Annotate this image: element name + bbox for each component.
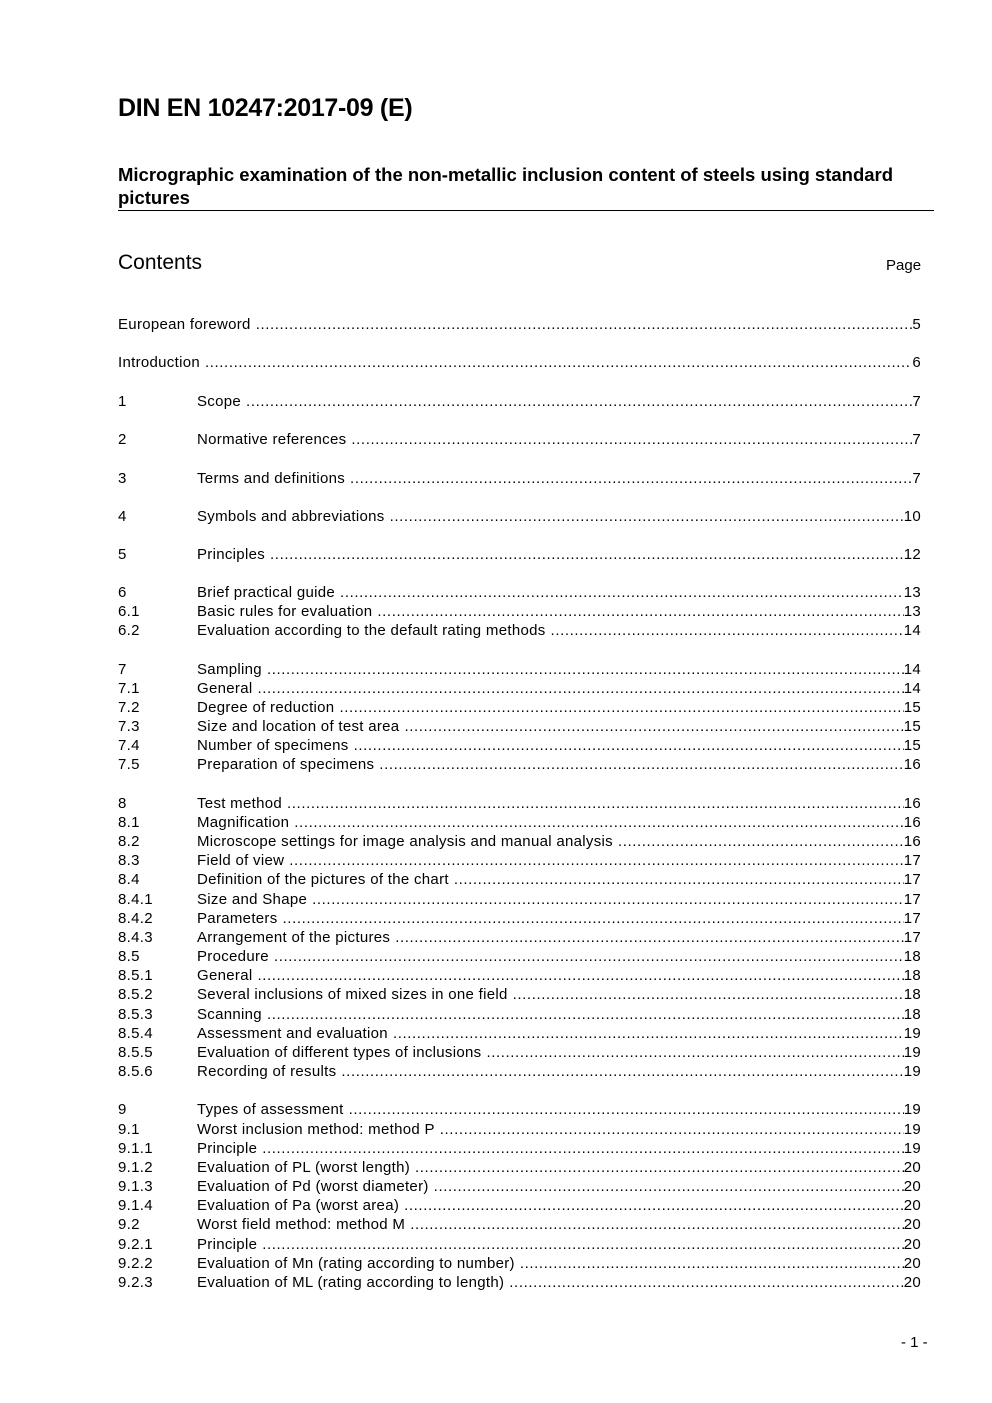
toc-entry[interactable]	[118, 1062, 921, 1081]
toc-entry[interactable]	[118, 947, 921, 966]
toc-entry[interactable]	[118, 392, 921, 411]
toc-entry-page: 14	[903, 680, 921, 697]
dot-leader	[312, 890, 904, 909]
toc-entry-page: 19	[903, 1121, 921, 1138]
toc-entry-number: 8.3	[118, 852, 140, 869]
toc-entry-page: 7	[912, 431, 921, 448]
toc-entry-page: 15	[903, 699, 921, 716]
toc-entry-page: 18	[903, 967, 921, 984]
toc-entry[interactable]	[118, 583, 921, 602]
toc-entry-title: Several inclusions of mixed sizes in one field	[197, 986, 508, 1003]
toc-entry-page: 17	[903, 910, 921, 927]
toc-entry-page: 7	[912, 470, 921, 487]
toc-entry-title: Field of view	[197, 852, 285, 869]
toc-entry-title: General	[197, 680, 253, 697]
contents-heading: Contents	[118, 251, 203, 274]
toc-entry-number: 8.5.6	[118, 1063, 153, 1080]
toc-entry[interactable]	[118, 430, 921, 449]
toc-entry-page: 17	[903, 871, 921, 888]
toc-entry-number: 9.2.2	[118, 1255, 153, 1272]
toc-entry-number: 8.5	[118, 948, 140, 965]
toc-entry[interactable]	[118, 621, 921, 640]
dot-leader	[415, 1158, 904, 1177]
toc-entry[interactable]	[118, 1254, 921, 1273]
toc-entry[interactable]	[118, 736, 921, 755]
toc-entry[interactable]	[118, 660, 921, 679]
document-title: Micrographic examination of the non-metallic inclusion content of steels using standard pictures	[118, 164, 894, 208]
toc-entry-number: 8.5.2	[118, 986, 153, 1003]
dot-leader	[340, 583, 904, 602]
toc-entry-page: 5	[912, 316, 921, 333]
toc-entry[interactable]	[118, 1273, 921, 1292]
toc-entry-number: 1	[118, 393, 127, 410]
toc-entry[interactable]	[118, 717, 921, 736]
toc-entry-page: 16	[903, 795, 921, 812]
toc-entry[interactable]	[118, 832, 921, 851]
dot-leader	[294, 813, 903, 832]
toc-entry-page: 19	[903, 1101, 921, 1118]
dot-leader	[289, 851, 903, 870]
toc-entry-number: 9.1	[118, 1121, 140, 1138]
dot-leader	[404, 1196, 904, 1215]
dot-leader	[257, 966, 903, 985]
toc-entry-page: 10	[903, 508, 921, 525]
toc-entry-title: Size and Shape	[197, 891, 308, 908]
dot-leader	[341, 1062, 903, 1081]
toc-entry[interactable]	[118, 507, 921, 526]
toc-entry-page: 20	[903, 1216, 921, 1233]
toc-entry[interactable]	[118, 1196, 921, 1215]
dot-leader	[618, 832, 904, 851]
toc-entry-title: Evaluation of Pd (worst diameter)	[197, 1178, 429, 1195]
toc-entry[interactable]	[118, 353, 921, 372]
toc-entry-title: Magnification	[197, 814, 290, 831]
toc-entry-title: Normative references	[197, 431, 347, 448]
toc-entry[interactable]	[118, 909, 921, 928]
toc-entry-title: Evaluation of Mn (rating according to number)	[197, 1255, 515, 1272]
toc-entry-page: 20	[903, 1236, 921, 1253]
toc-entry-title: Evaluation of Pa (worst area)	[197, 1197, 400, 1214]
dot-leader	[513, 985, 904, 1004]
dot-leader	[486, 1043, 903, 1062]
toc-entry-title: Worst inclusion method: method P	[197, 1121, 435, 1138]
toc-entry-number: 8.4.2	[118, 910, 153, 927]
toc-entry[interactable]	[118, 545, 921, 564]
toc-entry-number: 9	[118, 1101, 127, 1118]
toc-entry[interactable]	[118, 315, 921, 334]
toc-entry-page: 18	[903, 986, 921, 1003]
toc-entry-number: 7.3	[118, 718, 140, 735]
toc-entry-number: 2	[118, 431, 127, 448]
toc-entry-title: Degree of reduction	[197, 699, 335, 716]
dot-leader	[434, 1177, 904, 1196]
toc-entry[interactable]	[118, 1215, 921, 1234]
toc-entry[interactable]	[118, 928, 921, 947]
toc-entry-page: 14	[903, 622, 921, 639]
toc-entry-page: 20	[903, 1274, 921, 1291]
toc-entry-title: Parameters	[197, 910, 278, 927]
toc-entry-page: 7	[912, 393, 921, 410]
toc-entry-page: 13	[903, 603, 921, 620]
toc-entry[interactable]	[118, 851, 921, 870]
toc-entry-title: General	[197, 967, 253, 984]
dot-leader	[390, 507, 904, 526]
toc-entry-number: 9.1.1	[118, 1140, 153, 1157]
toc-entry-title: Assessment and evaluation	[197, 1025, 388, 1042]
toc-entry-number: 3	[118, 470, 127, 487]
dot-leader	[262, 1139, 903, 1158]
toc-entry-page: 14	[903, 661, 921, 678]
toc-entry[interactable]	[118, 1024, 921, 1043]
dot-leader	[274, 947, 904, 966]
toc-entry-number: 9.1.3	[118, 1178, 153, 1195]
toc-entry-title: European foreword	[118, 316, 251, 333]
toc-entry[interactable]	[118, 985, 921, 1004]
toc-entry[interactable]	[118, 469, 921, 488]
toc-entry-number: 9.2.3	[118, 1274, 153, 1291]
toc-entry-number: 7.5	[118, 756, 140, 773]
toc-entry-number: 9.1.4	[118, 1197, 153, 1214]
toc-entry-number: 4	[118, 508, 127, 525]
dot-leader	[440, 1120, 904, 1139]
toc-entry[interactable]	[118, 870, 921, 889]
toc-entry[interactable]	[118, 1043, 921, 1062]
toc-entry-title: Definition of the pictures of the chart	[197, 871, 449, 888]
toc-entry-page: 19	[903, 1063, 921, 1080]
dot-leader	[454, 870, 904, 889]
toc-entry-title: Test method	[197, 795, 283, 812]
toc-entry[interactable]	[118, 1158, 921, 1177]
toc-entry[interactable]	[118, 1120, 921, 1139]
toc-entry-title: Evaluation of PL (worst length)	[197, 1159, 411, 1176]
toc-entry-title: Terms and definitions	[197, 470, 346, 487]
toc-entry-title: Worst field method: method M	[197, 1216, 406, 1233]
toc-entry-page: 6	[912, 354, 921, 371]
toc-entry-number: 7.2	[118, 699, 140, 716]
toc-entry-number: 6.2	[118, 622, 140, 639]
dot-leader	[267, 660, 904, 679]
dot-leader	[377, 602, 903, 621]
toc-entry-title: Principle	[197, 1140, 258, 1157]
toc-entry-number: 8.4	[118, 871, 140, 888]
toc-entry-number: 8.5.5	[118, 1044, 153, 1061]
toc-entry-number: 8.5.3	[118, 1006, 153, 1023]
dot-leader	[339, 698, 903, 717]
toc-entry-title: Size and location of test area	[197, 718, 400, 735]
toc-entry-title: Evaluation of different types of inclusions	[197, 1044, 482, 1061]
toc-entry-number: 7	[118, 661, 127, 678]
toc-entry-number: 6.1	[118, 603, 140, 620]
toc-entry-title: Sampling	[197, 661, 262, 678]
toc-entry[interactable]	[118, 755, 921, 774]
dot-leader	[267, 1005, 904, 1024]
toc-entry-title: Procedure	[197, 948, 269, 965]
toc-entry-number: 8	[118, 795, 127, 812]
toc-entry-number: 9.2	[118, 1216, 140, 1233]
dot-leader	[349, 1100, 904, 1119]
toc-entry-title: Recording of results	[197, 1063, 337, 1080]
page-column-label: Page	[886, 257, 922, 274]
toc-entry-number: 8.2	[118, 833, 140, 850]
toc-entry[interactable]	[118, 1100, 921, 1119]
toc-entry-title: Principle	[197, 1236, 258, 1253]
toc-entry-title: Number of specimens	[197, 737, 349, 754]
toc-entry[interactable]	[118, 1177, 921, 1196]
toc-entry-number: 8.5.1	[118, 967, 153, 984]
toc-entry-title: Microscope settings for image analysis and manual analysis	[197, 833, 613, 850]
dot-leader	[509, 1273, 903, 1292]
toc-entry-number: 8.4.1	[118, 891, 153, 908]
toc-entry[interactable]	[118, 966, 921, 985]
toc-entry-page: 18	[903, 948, 921, 965]
toc-entry-number: 7.4	[118, 737, 140, 754]
dot-leader	[354, 736, 904, 755]
toc-entry-title: Types of assessment	[197, 1101, 344, 1118]
toc-entry-page: 19	[903, 1025, 921, 1042]
toc-entry-page: 20	[903, 1197, 921, 1214]
dot-leader	[351, 430, 912, 449]
toc-entry-page: 17	[903, 929, 921, 946]
toc-entry-title: Preparation of specimens	[197, 756, 375, 773]
toc-entry-number: 9.2.1	[118, 1236, 153, 1253]
dot-leader	[246, 392, 912, 411]
dot-leader	[404, 717, 903, 736]
toc-entry-number: 9.1.2	[118, 1159, 153, 1176]
dot-leader	[410, 1215, 903, 1234]
toc-entry-page: 16	[903, 814, 921, 831]
toc-entry-page: 17	[903, 852, 921, 869]
toc-entry-number: 8.5.4	[118, 1025, 153, 1042]
toc-entry-page: 19	[903, 1044, 921, 1061]
toc-entry-page: 19	[903, 1140, 921, 1157]
toc-entry-title: Basic rules for evaluation	[197, 603, 373, 620]
toc-entry[interactable]	[118, 813, 921, 832]
toc-entry-number: 7.1	[118, 680, 140, 697]
toc-entry-title: Brief practical guide	[197, 584, 336, 601]
toc-entry[interactable]	[118, 794, 921, 813]
toc-entry-page: 15	[903, 737, 921, 754]
toc-entry-page: 16	[903, 756, 921, 773]
toc-entry-page: 20	[903, 1178, 921, 1195]
document-id: DIN EN 10247:2017-09 (E)	[118, 94, 413, 122]
toc-entry[interactable]	[118, 602, 921, 621]
toc-entry-title: Scanning	[197, 1006, 262, 1023]
dot-leader	[520, 1254, 904, 1273]
dot-leader	[379, 755, 903, 774]
toc-entry-page: 20	[903, 1159, 921, 1176]
toc-entry-title: Evaluation of ML (rating according to length)	[197, 1274, 505, 1291]
toc-entry[interactable]	[118, 1005, 921, 1024]
dot-leader	[287, 794, 904, 813]
toc-entry-title: Principles	[197, 546, 266, 563]
dot-leader	[393, 1024, 904, 1043]
toc-entry-title: Arrangement of the pictures	[197, 929, 391, 946]
toc-entry-page: 13	[903, 584, 921, 601]
toc-entry-title: Evaluation according to the default rating methods	[197, 622, 546, 639]
dot-leader	[262, 1235, 903, 1254]
toc-entry[interactable]	[118, 890, 921, 909]
dot-leader	[205, 353, 912, 372]
dot-leader	[551, 621, 904, 640]
toc-entry[interactable]	[118, 679, 921, 698]
dot-leader	[350, 469, 912, 488]
toc-entry-page: 15	[903, 718, 921, 735]
toc-entry-title: Symbols and abbreviations	[197, 508, 385, 525]
toc-entry-number: 5	[118, 546, 127, 563]
toc-entry-number: 8.4.3	[118, 929, 153, 946]
toc-entry[interactable]	[118, 698, 921, 717]
toc-entry-title: Scope	[197, 393, 242, 410]
toc-entry-page: 18	[903, 1006, 921, 1023]
toc-entry-page: 20	[903, 1255, 921, 1272]
toc-entry-number: 6	[118, 584, 127, 601]
page-number: - 1 -	[901, 1334, 928, 1351]
dot-leader	[395, 928, 904, 947]
toc-entry-page: 16	[903, 833, 921, 850]
dot-leader	[256, 315, 913, 334]
toc-entry-page: 17	[903, 891, 921, 908]
dot-leader	[270, 545, 904, 564]
dot-leader	[283, 909, 904, 928]
toc-entry-title: Introduction	[118, 354, 200, 371]
toc-entry-number: 8.1	[118, 814, 140, 831]
toc-entry-page: 12	[903, 546, 921, 563]
dot-leader	[257, 679, 903, 698]
toc-entry[interactable]	[118, 1139, 921, 1158]
toc-entry[interactable]	[118, 1235, 921, 1254]
